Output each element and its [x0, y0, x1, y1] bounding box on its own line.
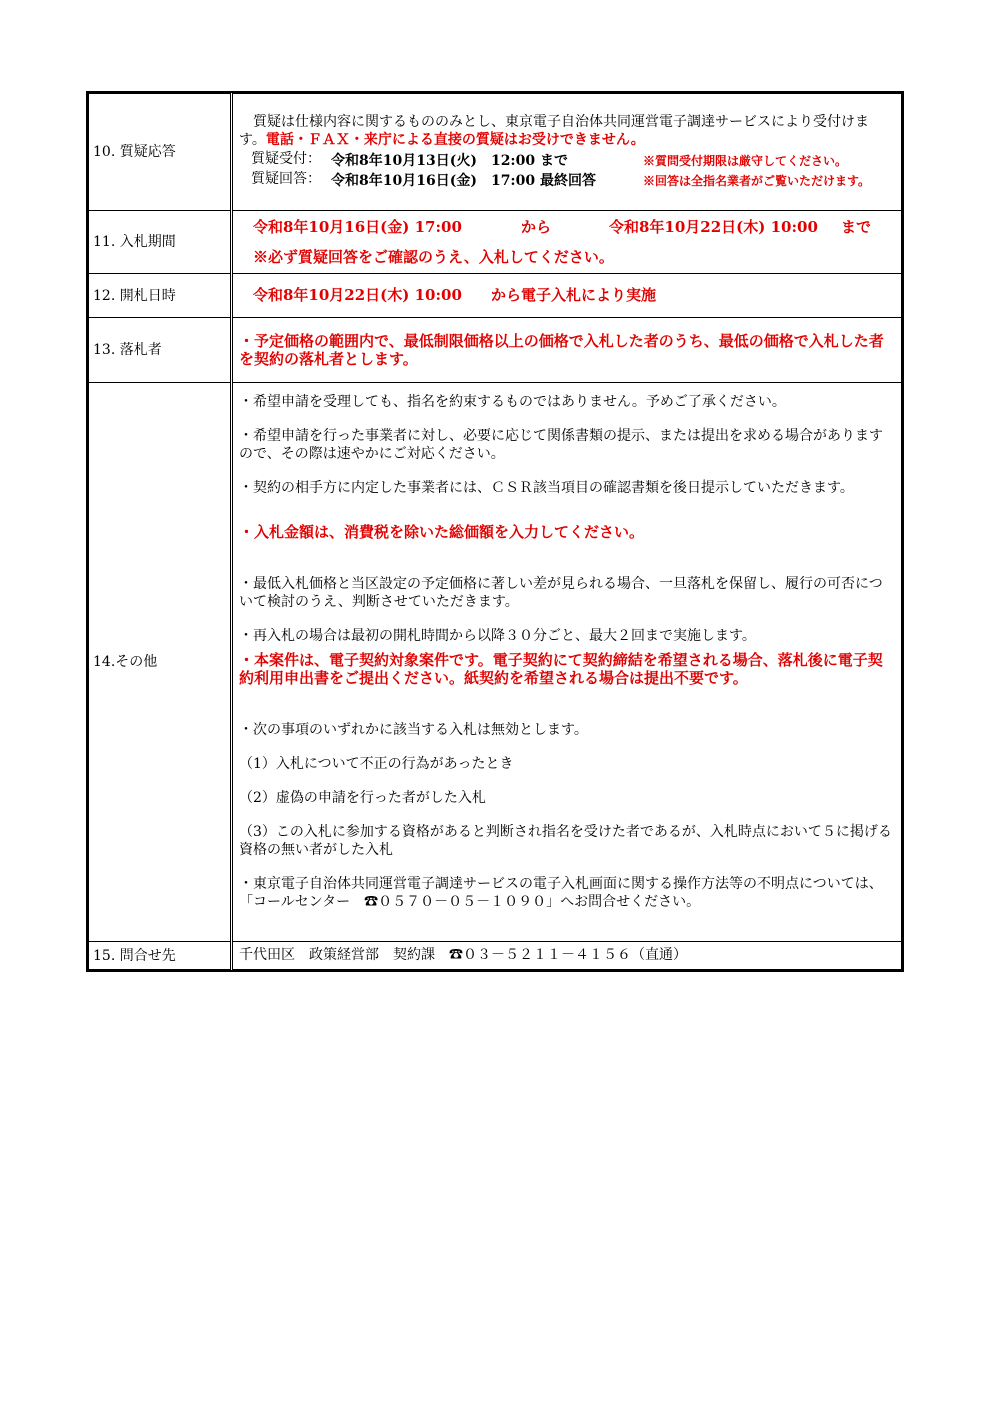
bid-from: から	[521, 217, 552, 236]
answer-deadline: 令和8年10月16日(金) 17:00 最終回答	[331, 173, 596, 189]
bid-end: 令和8年10月22日(木) 10:00	[609, 217, 818, 236]
question-schedule	[239, 152, 895, 190]
other-p11: （3）この入札に参加する資格があると判断され指名を受けた者であるが、入札時点において５に掲げる資格の無い者がした入札	[239, 824, 892, 858]
row-content	[232, 383, 902, 942]
notice-table	[86, 91, 904, 972]
row-winner	[89, 318, 902, 383]
row-label: 13. 落札者	[89, 318, 232, 383]
bid-until: まで	[841, 217, 872, 236]
other-p7: ・本案件は、電子契約対象案件です。電子契約にて契約締結を希望される場合、落札後に電子契約利用申出書をご提出ください。紙契約を希望される場合は提出不要です。	[239, 651, 883, 687]
other-p12: ・東京電子自治体共同運営電子調達サービスの電子入札画面に関する操作方法等の不明点については、「コールセンター ☎０５７０－０５－１０９０」へお問合せください。	[239, 876, 883, 910]
other-p2: ・希望申請を行った事業者に対し、必要に応じて関係書類の提示、または提出を求める場合がありますので、その際は速やかにご対応ください。	[239, 428, 883, 462]
row-content	[232, 274, 902, 318]
contact-text: 千代田区 政策経営部 契約課 ☎０３－５２１１－４１５６（直通）	[232, 942, 902, 970]
other-p9: （1）入札について不正の行為があったとき	[239, 756, 514, 772]
other-p6: ・再入札の場合は最初の開札時間から以降３０分ごと、最大２回まで実施します。	[239, 628, 756, 644]
row-label: 10. 質疑応答	[89, 94, 232, 211]
row-contact	[89, 942, 902, 970]
row-content	[232, 211, 902, 274]
answer-note: ※回答は全指名業者がご覧いただけます。	[643, 174, 871, 188]
other-p4: ・入札金額は、消費税を除いた総価額を入力してください。	[239, 523, 645, 541]
other-p8: ・次の事項のいずれかに該当する入札は無効とします。	[239, 722, 588, 738]
answer-label: 質疑回答：	[251, 171, 321, 187]
question-deadline: 令和8年10月13日(火) 12:00 まで	[331, 153, 568, 169]
row-label: 12. 開札日時	[89, 274, 232, 318]
opening-line	[239, 286, 895, 304]
other-p3: ・契約の相手方に内定した事業者には、ＣＳＲ該当項目の確認書類を後日提示していただきます。	[239, 480, 854, 496]
bid-period-line	[239, 218, 895, 236]
row-content	[232, 318, 902, 383]
row-content	[232, 94, 902, 211]
row-bid-period	[89, 211, 902, 274]
questions-warning: 電話・ＦＡＸ・来庁による直接の質疑はお受けできません。	[265, 132, 645, 148]
other-p1: ・希望申請を受理しても、指名を約束するものではありません。予めご了承ください。	[239, 394, 786, 410]
question-note: ※質問受付期限は厳守してください。	[643, 154, 848, 168]
bid-note: ※必ず質疑回答をご確認のうえ、入札してください。	[253, 247, 614, 266]
question-label: 質疑受付：	[251, 151, 321, 167]
row-label: 15. 問合せ先	[89, 942, 232, 970]
row-opening	[89, 274, 902, 318]
questions-text: 質疑は仕様内容に関するもののみとし、東京電子自治体共同運営電子調達サービスにより受付けます。電話・ＦＡＸ・来庁による直接の質疑はお受けできません。	[239, 114, 869, 148]
winner-text: ・予定価格の範囲内で、最低制限価格以上の価格で入札した者のうち、最低の価格で入札した者を契約の落札者とします。	[239, 331, 884, 368]
other-p10: （2）虚偽の申請を行った者がした入札	[239, 790, 486, 806]
bid-start: 令和8年10月16日(金) 17:00	[253, 217, 462, 236]
other-p5: ・最低入札価格と当区設定の予定価格に著しい差が見られる場合、一旦落札を保留し、履行の可否について検討のうえ、判断させていただきます。	[239, 576, 883, 610]
row-questions	[89, 94, 902, 211]
opening-text: から電子入札により実施	[491, 286, 657, 304]
row-other	[89, 383, 902, 942]
row-label: 14.その他	[89, 383, 232, 942]
opening-date: 令和8年10月22日(木) 10:00	[253, 286, 462, 304]
row-label: 11. 入札期間	[89, 211, 232, 274]
